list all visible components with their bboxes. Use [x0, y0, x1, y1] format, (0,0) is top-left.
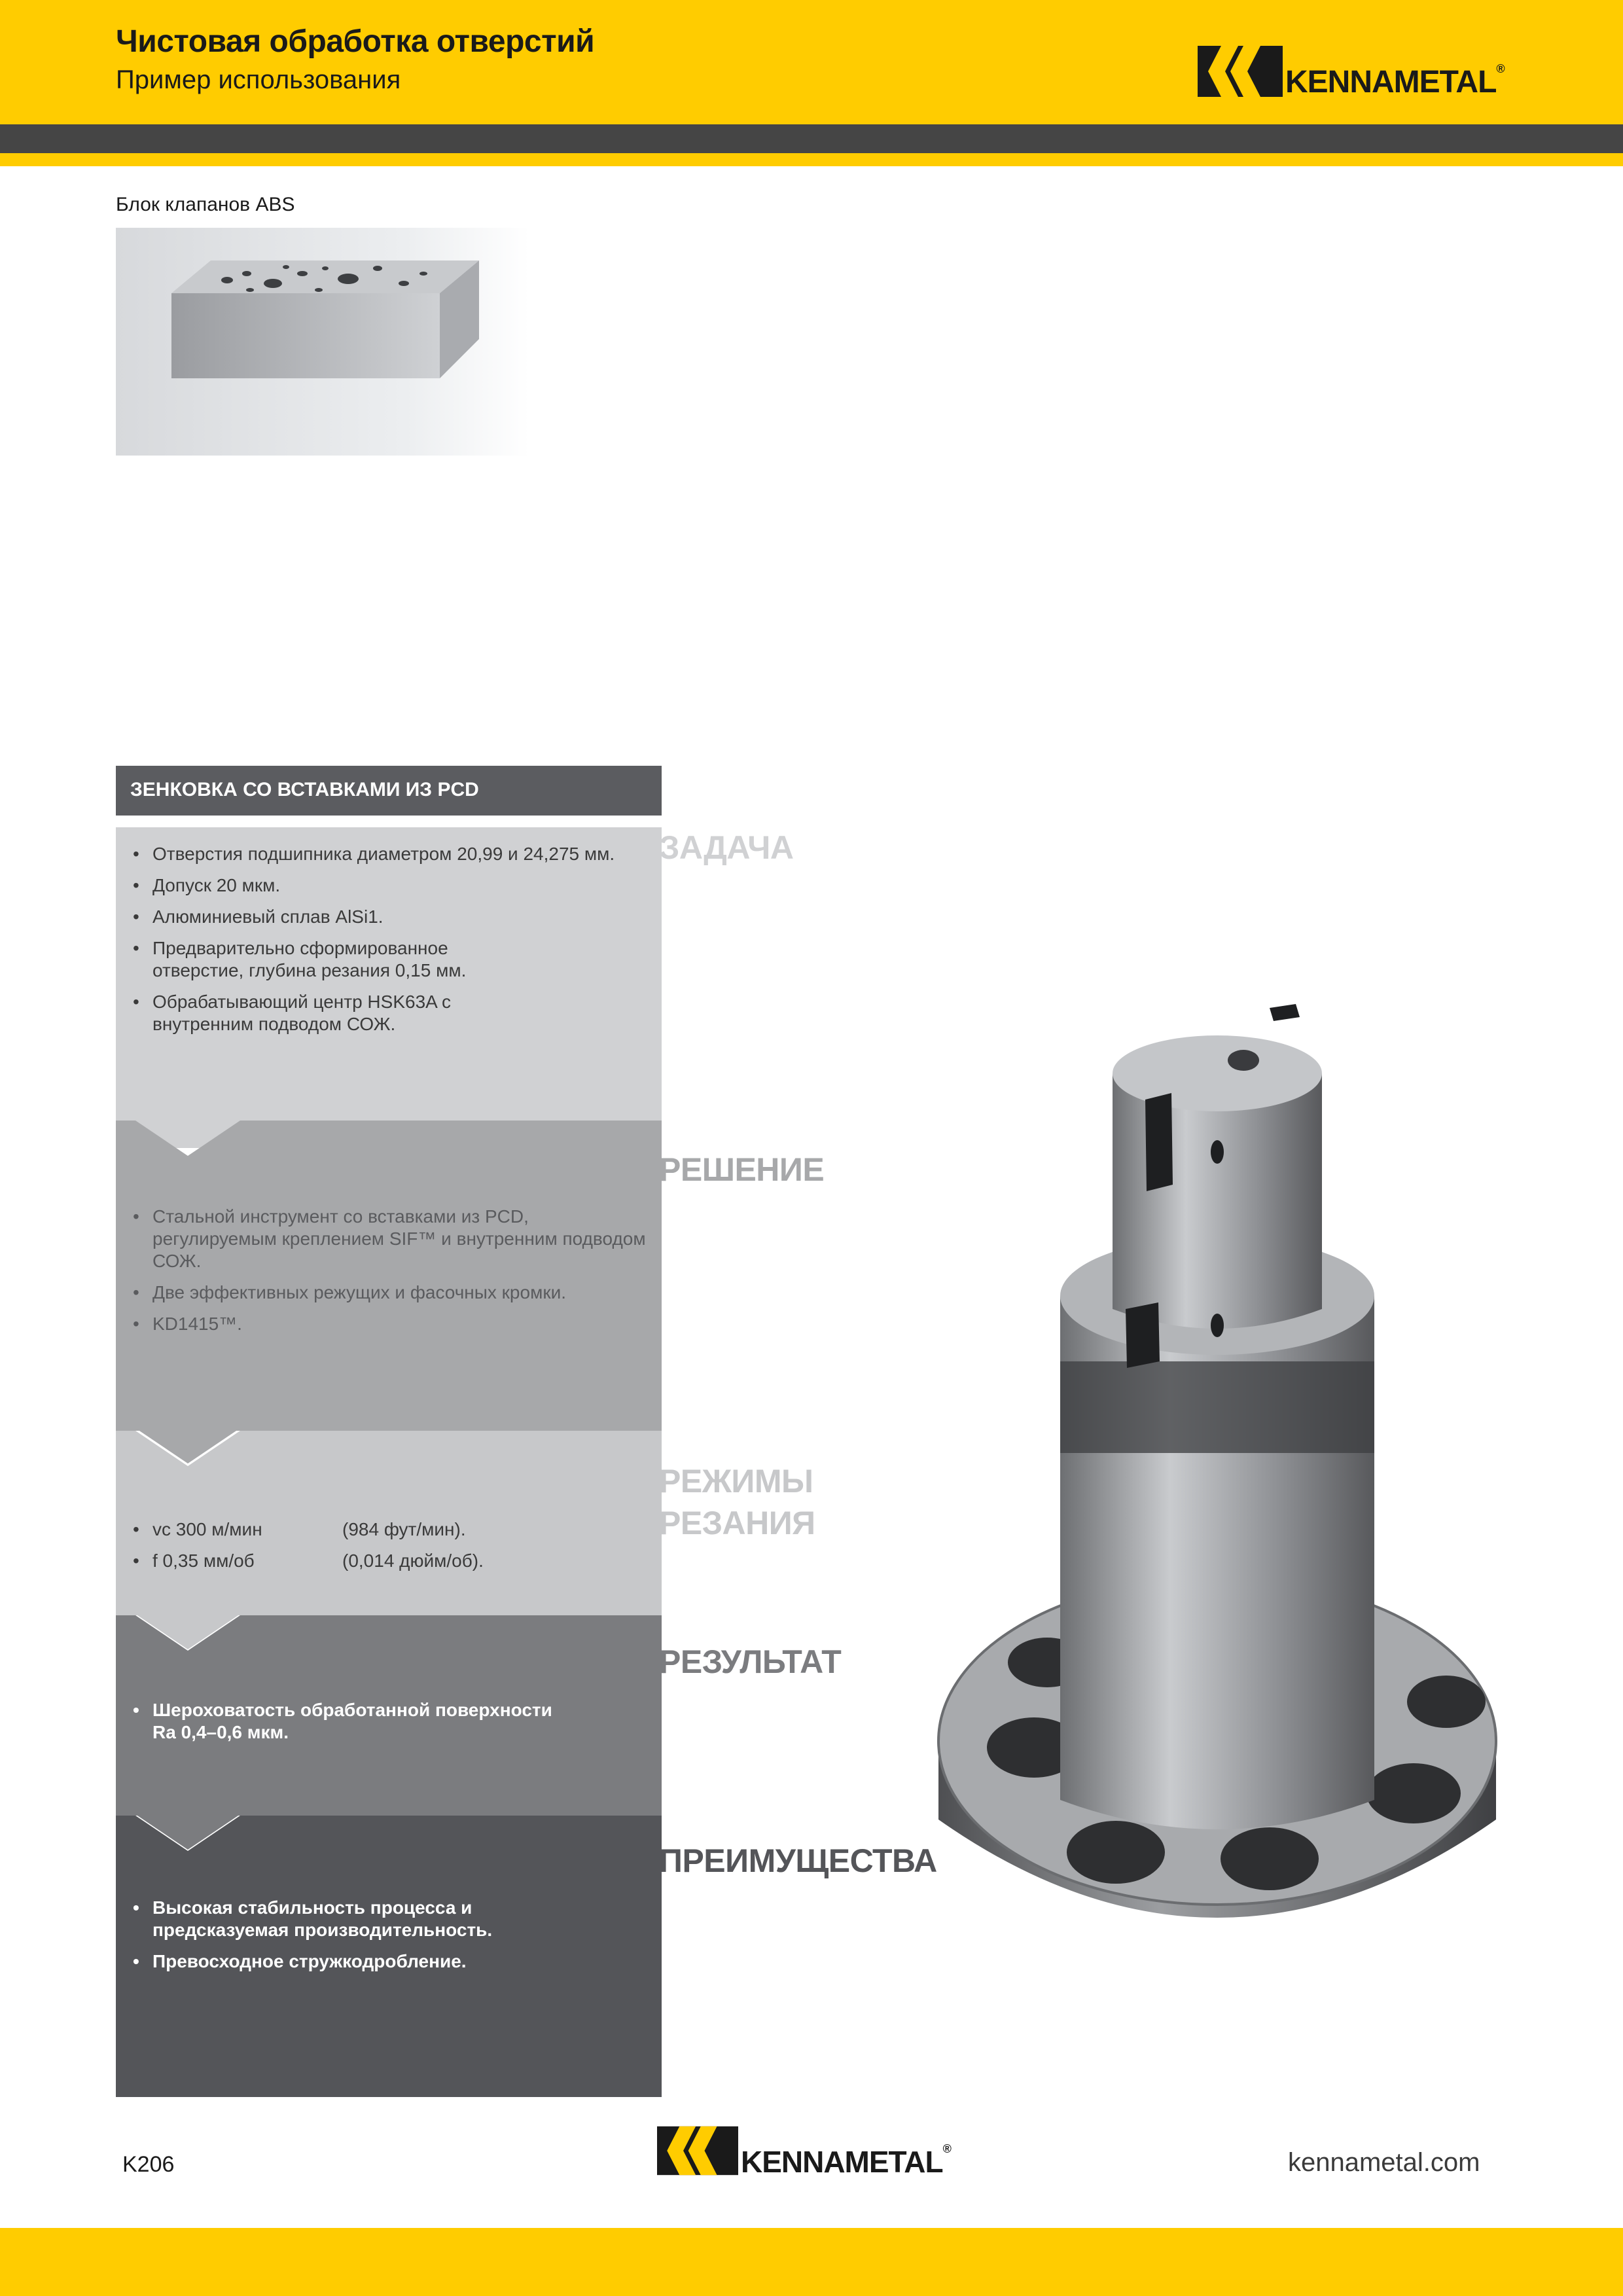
section-heading: [116, 766, 662, 816]
footer-band: [0, 2228, 1623, 2296]
registered-mark: ®: [1496, 62, 1505, 75]
cutting-label-line2: РЕЗАНИЯ: [659, 1505, 815, 1541]
task-list: [116, 843, 650, 1045]
benefits-list: [116, 1897, 611, 1982]
kennametal-k-icon: [657, 2126, 738, 2176]
list-item: • Допуск 20 мкм.: [152, 874, 650, 897]
list-item: • Шероховатость обработанной поверхности Ra 0,4–0,6 мкм.: [152, 1699, 558, 1744]
website-link[interactable]: kennametal.com: [1288, 2148, 1480, 2177]
part-caption: Блок клапанов ABS: [116, 194, 295, 215]
result-list: [116, 1699, 558, 1753]
task-section: [116, 827, 794, 1148]
benefits-chevron: [116, 1814, 662, 1851]
solution-label: РЕШЕНИЕ: [659, 1151, 825, 1188]
list-item: • Две эффективных режущих и фасочных кромки.: [152, 1282, 650, 1304]
header-accent-line: [0, 153, 1623, 166]
header-logo: [1198, 46, 1505, 97]
benefits-section: [116, 1816, 937, 2097]
page-title: Чистовая обработка отверстий: [116, 24, 595, 59]
feed-imperial: (0,014 дюйм/об).: [342, 1551, 484, 1571]
list-item: • Превосходное стружкодробление.: [152, 1950, 611, 1973]
result-label: РЕЗУЛЬТАТ: [659, 1643, 842, 1680]
task-label: ЗАДАЧА: [659, 829, 794, 866]
valve-block-image: [116, 228, 529, 456]
page-number: K206: [122, 2152, 175, 2177]
list-item: • Обрабатывающий центр HSK63A с внутренним подводом СОЖ.: [152, 991, 545, 1035]
solution-list: [116, 1206, 650, 1344]
section-heading-text: ЗЕНКОВКА СО ВСТАВКАМИ ИЗ PCD: [130, 779, 479, 800]
benefits-label: ПРЕИМУЩЕСТВА: [659, 1842, 937, 1879]
list-item: • Предварительно сформированное отверстие, глубина резания 0,15 мм.: [152, 937, 532, 982]
brand-wordmark: KENNAMETAL: [1285, 65, 1497, 99]
list-item: [152, 1550, 650, 1572]
pcd-countersink-tool-image: [929, 995, 1518, 2036]
speed-imperial: (984 фут/мин).: [342, 1519, 466, 1539]
footer-logo: [657, 2126, 952, 2179]
list-item: [152, 1518, 650, 1541]
registered-mark: ®: [942, 2142, 952, 2155]
header-divider: [0, 124, 1623, 153]
list-item: • Отверстия подшипника диаметром 20,99 и 24,275 мм.: [152, 843, 650, 865]
speed-value: vc 300 м/мин: [152, 1519, 262, 1539]
feed-value: f 0,35 мм/об: [152, 1551, 255, 1571]
kennametal-k-icon: [1198, 46, 1283, 97]
list-item: • Высокая стабильность процесса и предсказуемая производительность.: [152, 1897, 611, 1941]
cutting-section: [116, 1431, 815, 1615]
result-chevron: [116, 1614, 662, 1651]
cutting-chevron: [116, 1428, 662, 1465]
page-subtitle: Пример использования: [116, 65, 401, 94]
brand-wordmark: KENNAMETAL: [741, 2145, 943, 2179]
cutting-list: [116, 1518, 650, 1581]
list-item: • Алюминиевый сплав AlSi1.: [152, 906, 650, 928]
cutting-label-line1: РЕЖИМЫ: [659, 1463, 813, 1499]
list-item: • Стальной инструмент со вставками из PCD, регулируемым креплением SIF™ и внутренним подводом СОЖ.: [152, 1206, 650, 1272]
list-item: • KD1415™.: [152, 1313, 650, 1335]
result-section: [116, 1615, 842, 1816]
solution-section: [116, 1121, 825, 1431]
